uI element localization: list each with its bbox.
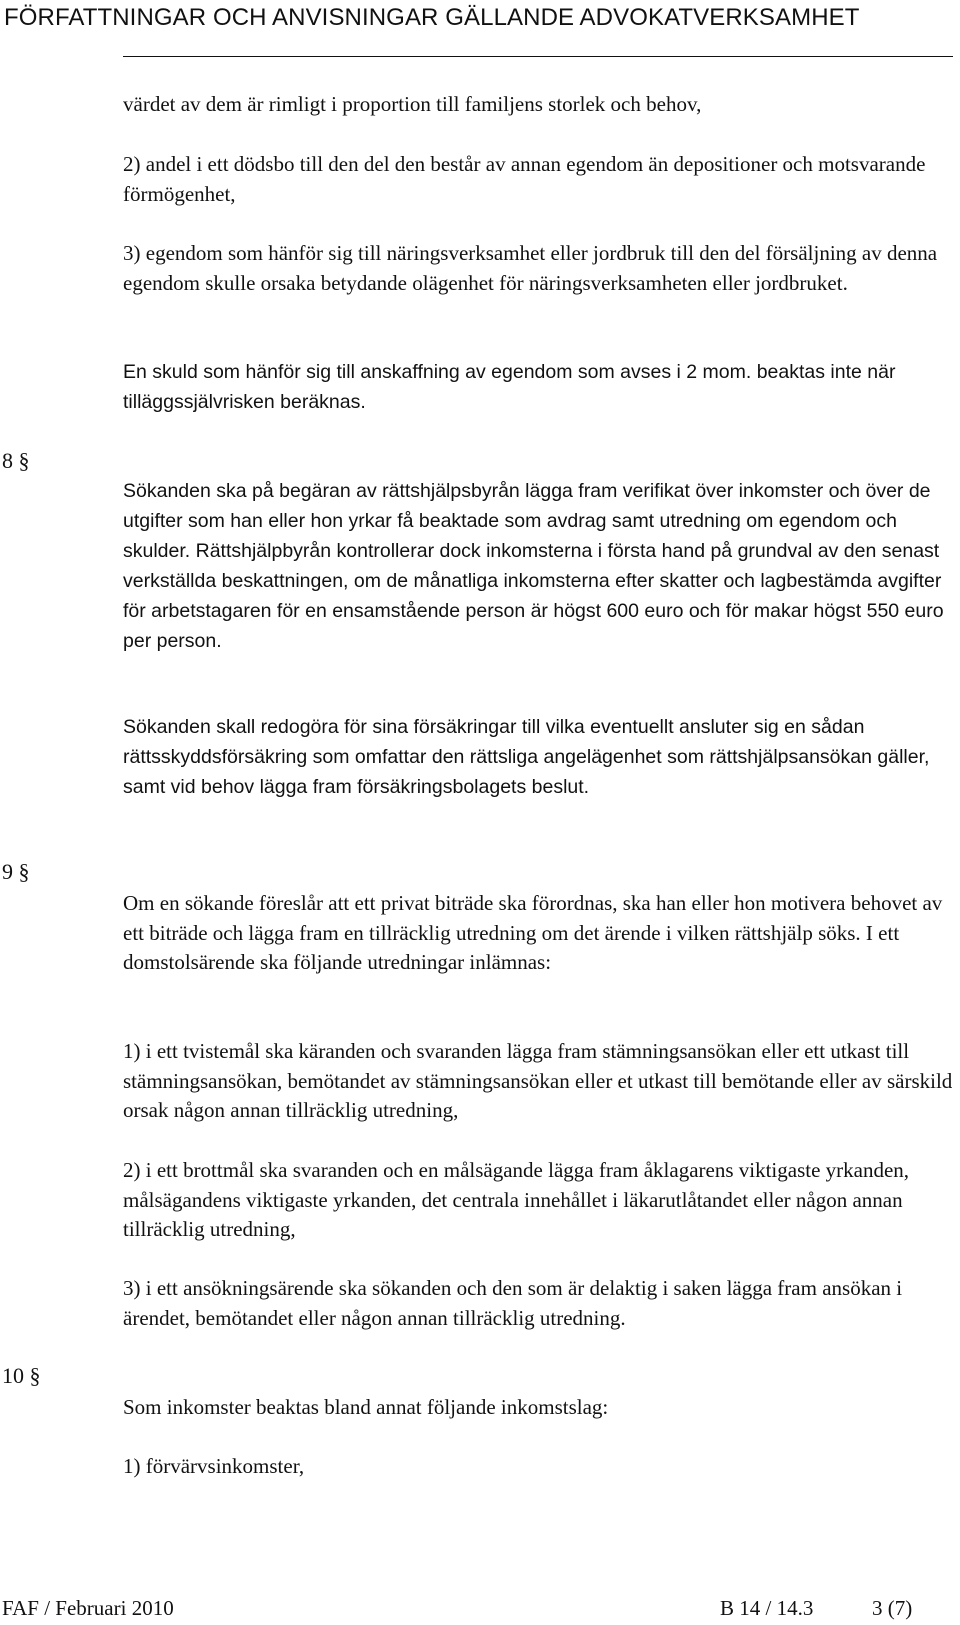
section-mark-9: 9 §	[2, 859, 30, 884]
paragraph-9: 2) i ett brottmål ska svaranden och en målsägande lägga fram åklagarens viktigaste yrkanden, målsägandens viktigaste yrkanden, det centrala innehållet i läkarutlåtandet eller någon annan tillräcklig utredning,	[123, 1158, 910, 1242]
paragraph-4: En skuld som hänför sig till anskaffning av egendom som avses i 2 mom. beaktas inte när tilläggssjälvrisken beräknas.	[123, 361, 896, 413]
paragraph-7: Om en sökande föreslår att ett privat biträde ska förordnas, ska han eller hon motivera behovet av ett biträde och lägga fram en tillräcklig utredning om det ärende i vilken rättshjälp söks. I ett domstolsärende ska följande utredningar inlämnas:	[123, 891, 943, 975]
paragraph-8: 1) i ett tvistemål ska käranden och svaranden lägga fram stämningsansökan eller ett utkast till stämningsansökan, bemötandet av stämningsansökan eller et utkast till bemötande eller av särskild orsak någon annan tillräcklig utredning,	[123, 1039, 953, 1123]
page-header	[0, 0, 960, 62]
section-mark-10: 10 §	[2, 1363, 41, 1388]
header-rule	[123, 56, 953, 57]
footer-date: FAF / Februari 2010	[2, 1596, 174, 1620]
footer-page-number: 3 (7)	[872, 1596, 913, 1620]
header-title: FÖRFATTNINGAR OCH ANVISNINGAR GÄLLANDE ADVOKATVERKSAMHET	[4, 4, 860, 31]
page-footer	[0, 1592, 960, 1625]
paragraph-6: Sökanden skall redogöra för sina försäkringar till vilka eventuellt ansluter sig en sådan rättsskyddsförsäkring som omfattar den rättsliga angelägenhet som rättshjälpsansökan gäller, samt vid behov lägga fram försäkringsbolagets beslut.	[123, 716, 930, 798]
footer-reference: B 14 / 14.3	[720, 1596, 814, 1620]
section-mark-8: 8 §	[2, 448, 30, 473]
paragraph-2: 2) andel i ett dödsbo till den del den består av annan egendom än depositioner och motsvarande förmögenhet,	[123, 152, 926, 206]
paragraph-10: 3) i ett ansökningsärende ska sökanden och den som är delaktig i saken lägga fram ansökan i ärendet, bemötandet eller någon annan tillräcklig utredning.	[123, 1276, 903, 1330]
paragraph-12: 1) förvärvsinkomster,	[123, 1454, 305, 1478]
paragraph-3: 3) egendom som hänför sig till näringsverksamhet eller jordbruk till den del försäljning av denna egendom skulle orsaka betydande olägenhet för näringsverksamheten eller jordbruket.	[123, 241, 938, 295]
paragraph-1: värdet av dem är rimligt i proportion till familjens storlek och behov,	[123, 92, 702, 116]
paragraph-11: Som inkomster beaktas bland annat följande inkomstslag:	[123, 1395, 609, 1419]
paragraph-5: Sökanden ska på begäran av rättshjälpsbyrån lägga fram verifikat över inkomster och över de utgifter som han eller hon yrkar få beaktade som avdrag samt utredning om egendom och skulder. Rättshjälpbyrån kontrollerar dock inkomsterna i första hand på grundval av den senast verkställda beskattningen, om de månatliga inkomsterna efter skatter och lagbestämda avgifter för arbetstagaren för en ensamstående person är högst 600 euro och för makar högst 550 euro per person.	[123, 480, 944, 652]
